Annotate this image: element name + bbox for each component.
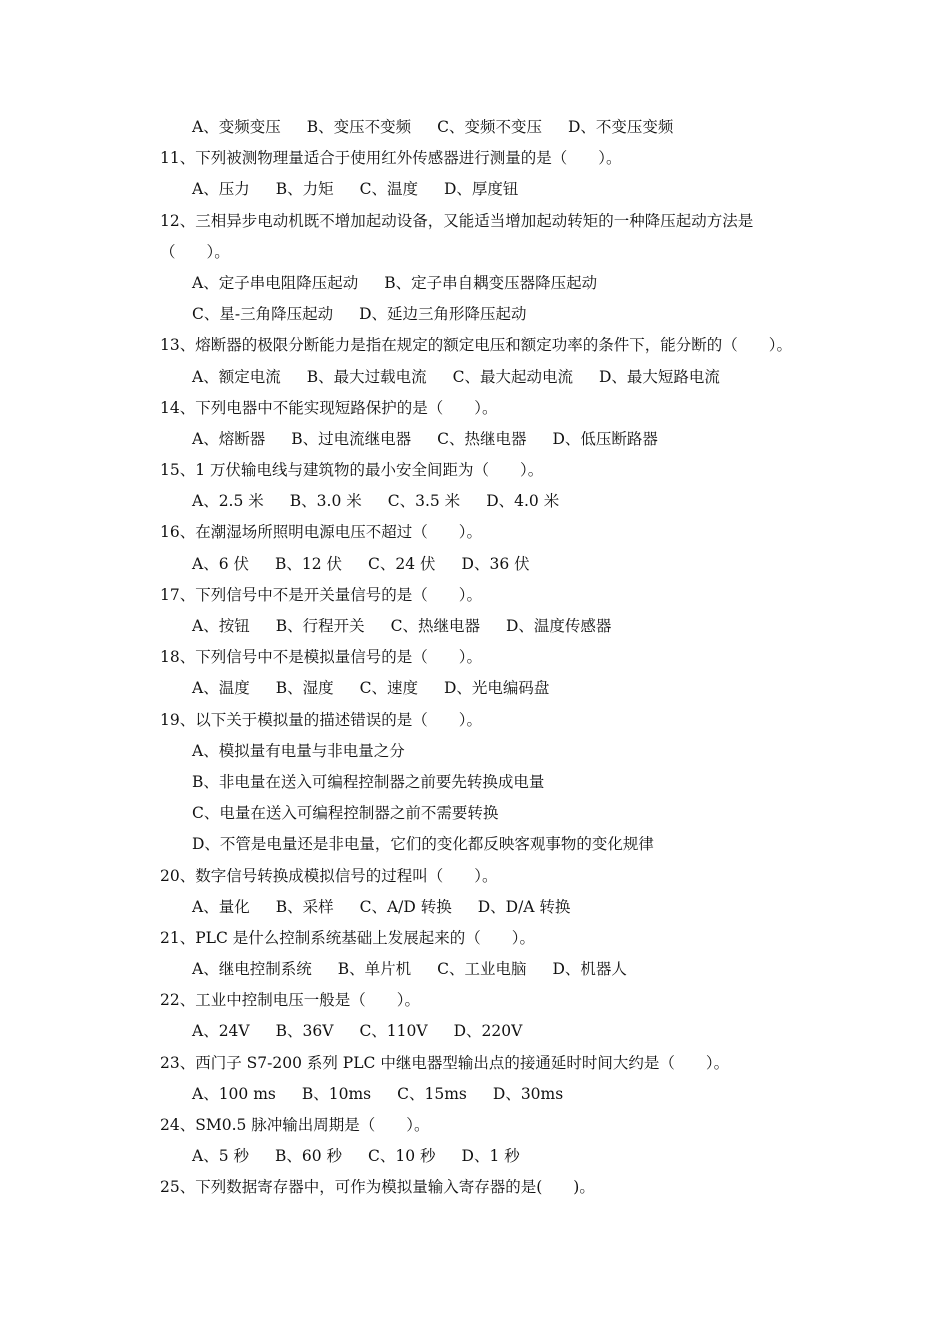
options-row xyxy=(0,486,950,517)
answer-option: D、30ms xyxy=(492,1084,564,1103)
answer-option: B、36V xyxy=(275,1022,334,1041)
answer-option: A、模拟量有电量与非电量之分 xyxy=(192,741,405,760)
question-text: 18、下列信号中不是模拟量信号的是（ ）。 xyxy=(160,648,482,667)
options-row xyxy=(0,1079,950,1110)
question-text: 20、数字信号转换成模拟信号的过程叫（ ）。 xyxy=(160,866,498,885)
answer-option: B、60 秒 xyxy=(274,1147,343,1166)
answer-option: C、热继电器 xyxy=(390,617,480,635)
answer-option: C、星-三角降压起动 xyxy=(192,305,334,324)
answer-option: C、24 伏 xyxy=(368,554,436,573)
options-row xyxy=(0,829,950,860)
answer-option: C、15ms xyxy=(397,1084,467,1103)
answer-option: C、A/D 转换 xyxy=(359,897,452,916)
answer-option: B、力矩 xyxy=(275,180,334,199)
question-text: 16、在潮湿场所照明电源电压不超过（ ）。 xyxy=(160,523,482,542)
answer-option: D、厚度钮 xyxy=(443,180,519,199)
answer-option: B、行程开关 xyxy=(275,617,365,635)
options-row xyxy=(0,611,950,642)
answer-option: A、温度 xyxy=(192,679,250,698)
answer-option: A、额定电流 xyxy=(192,367,281,386)
answer-option: C、110V xyxy=(359,1022,428,1041)
answer-option: A、量化 xyxy=(192,897,250,916)
answer-option: D、不管是电量还是非电量，它们的变化都反映客观事物的变化规律 xyxy=(192,835,654,854)
answer-option: C、速度 xyxy=(359,679,418,698)
options-row xyxy=(0,1016,950,1047)
answer-option: D、最大短路电流 xyxy=(598,367,720,386)
question-text: 23、西门子 S7-200 系列 PLC 中继电器型输出点的接通延时时间大约是（ ）。 xyxy=(160,1053,730,1072)
options-row xyxy=(0,549,950,580)
options-row xyxy=(0,299,950,330)
answer-option: A、2.5 米 xyxy=(192,492,264,511)
answer-option: C、工业电脑 xyxy=(437,960,527,979)
question-text: 12、三相异步电动机既不增加起动设备，又能适当增加起动转矩的一种降压起动方法是 xyxy=(160,211,754,230)
question-text: 19、以下关于模拟量的描述错误的是（ ）。 xyxy=(160,710,482,729)
answer-option: D、不变压变频 xyxy=(567,118,674,136)
document-page xyxy=(0,112,950,1204)
options-row xyxy=(0,112,950,143)
question-text: 21、PLC 是什么控制系统基础上发展起来的（ ）。 xyxy=(160,928,535,947)
answer-option: C、电量在送入可编程控制器之前不需要转换 xyxy=(192,804,499,823)
answer-option: A、100 ms xyxy=(192,1084,276,1103)
answer-option: D、1 秒 xyxy=(461,1147,520,1166)
options-row xyxy=(0,798,950,829)
answer-option: A、压力 xyxy=(192,180,250,199)
answer-option: A、6 伏 xyxy=(192,554,249,573)
options-row xyxy=(0,268,950,299)
answer-option: B、最大过载电流 xyxy=(306,367,427,386)
options-row xyxy=(0,767,950,798)
answer-option: B、12 伏 xyxy=(274,554,343,573)
options-row xyxy=(0,1141,950,1172)
question-continuation: （ ）。 xyxy=(160,242,230,261)
question-text: 15、1 万伏输电线与建筑物的最小安全间距为（ ）。 xyxy=(160,461,544,480)
answer-option: B、过电流继电器 xyxy=(291,429,412,448)
question-text: 25、下列数据寄存器中，可作为模拟量输入寄存器的是( )。 xyxy=(160,1178,595,1197)
answer-option: B、湿度 xyxy=(275,679,334,698)
answer-option: D、延边三角形降压起动 xyxy=(359,305,527,324)
answer-option: C、温度 xyxy=(359,180,418,199)
question-text: 24、SM0.5 脉冲输出周期是（ ）。 xyxy=(160,1116,430,1134)
answer-option: D、D/A 转换 xyxy=(477,897,571,916)
answer-option: D、36 伏 xyxy=(461,554,530,573)
question-text: 14、下列电器中不能实现短路保护的是（ ）。 xyxy=(160,398,498,417)
answer-option: C、最大起动电流 xyxy=(452,367,573,386)
answer-option: B、定子串自耦变压器降压起动 xyxy=(384,273,598,292)
question-text: 13、熔断器的极限分断能力是指在规定的额定电压和额定功率的条件下，能分断的（ ）。 xyxy=(160,336,792,355)
answer-option: A、24V xyxy=(192,1022,250,1041)
answer-option: D、4.0 米 xyxy=(486,492,560,511)
options-row xyxy=(0,954,950,985)
answer-option: B、变压不变频 xyxy=(306,118,412,136)
answer-option: A、按钮 xyxy=(192,617,250,635)
answer-option: A、熔断器 xyxy=(192,429,266,448)
question-text: 22、工业中控制电压一般是（ ）。 xyxy=(160,991,420,1010)
options-row xyxy=(0,892,950,923)
answer-option: B、3.0 米 xyxy=(289,492,362,511)
answer-option: A、5 秒 xyxy=(192,1147,249,1166)
answer-option: A、继电控制系统 xyxy=(192,960,312,979)
options-row xyxy=(0,174,950,205)
question-text: 11、下列被测物理量适合于使用红外传感器进行测量的是（ ）。 xyxy=(160,149,622,168)
options-row xyxy=(0,362,950,393)
answer-option: A、变频变压 xyxy=(192,118,281,136)
question-text: 17、下列信号中不是开关量信号的是（ ）。 xyxy=(160,585,482,604)
options-row xyxy=(0,736,950,767)
answer-option: C、热继电器 xyxy=(437,429,527,448)
answer-option: D、220V xyxy=(453,1022,523,1041)
answer-option: D、温度传感器 xyxy=(505,617,612,635)
answer-option: D、光电编码盘 xyxy=(443,679,550,698)
options-row xyxy=(0,673,950,704)
answer-option: C、3.5 米 xyxy=(387,492,461,511)
answer-option: D、低压断路器 xyxy=(552,429,658,448)
answer-option: B、非电量在送入可编程控制器之前要先转换成电量 xyxy=(192,772,545,791)
answer-option: B、10ms xyxy=(301,1084,372,1103)
answer-option: C、10 秒 xyxy=(368,1147,436,1166)
options-row xyxy=(0,424,950,455)
answer-option: B、采样 xyxy=(275,897,334,916)
answer-option: D、机器人 xyxy=(552,960,627,979)
answer-option: C、变频不变压 xyxy=(437,118,542,136)
answer-option: B、单片机 xyxy=(337,960,412,979)
answer-option: A、定子串电阻降压起动 xyxy=(192,273,359,292)
